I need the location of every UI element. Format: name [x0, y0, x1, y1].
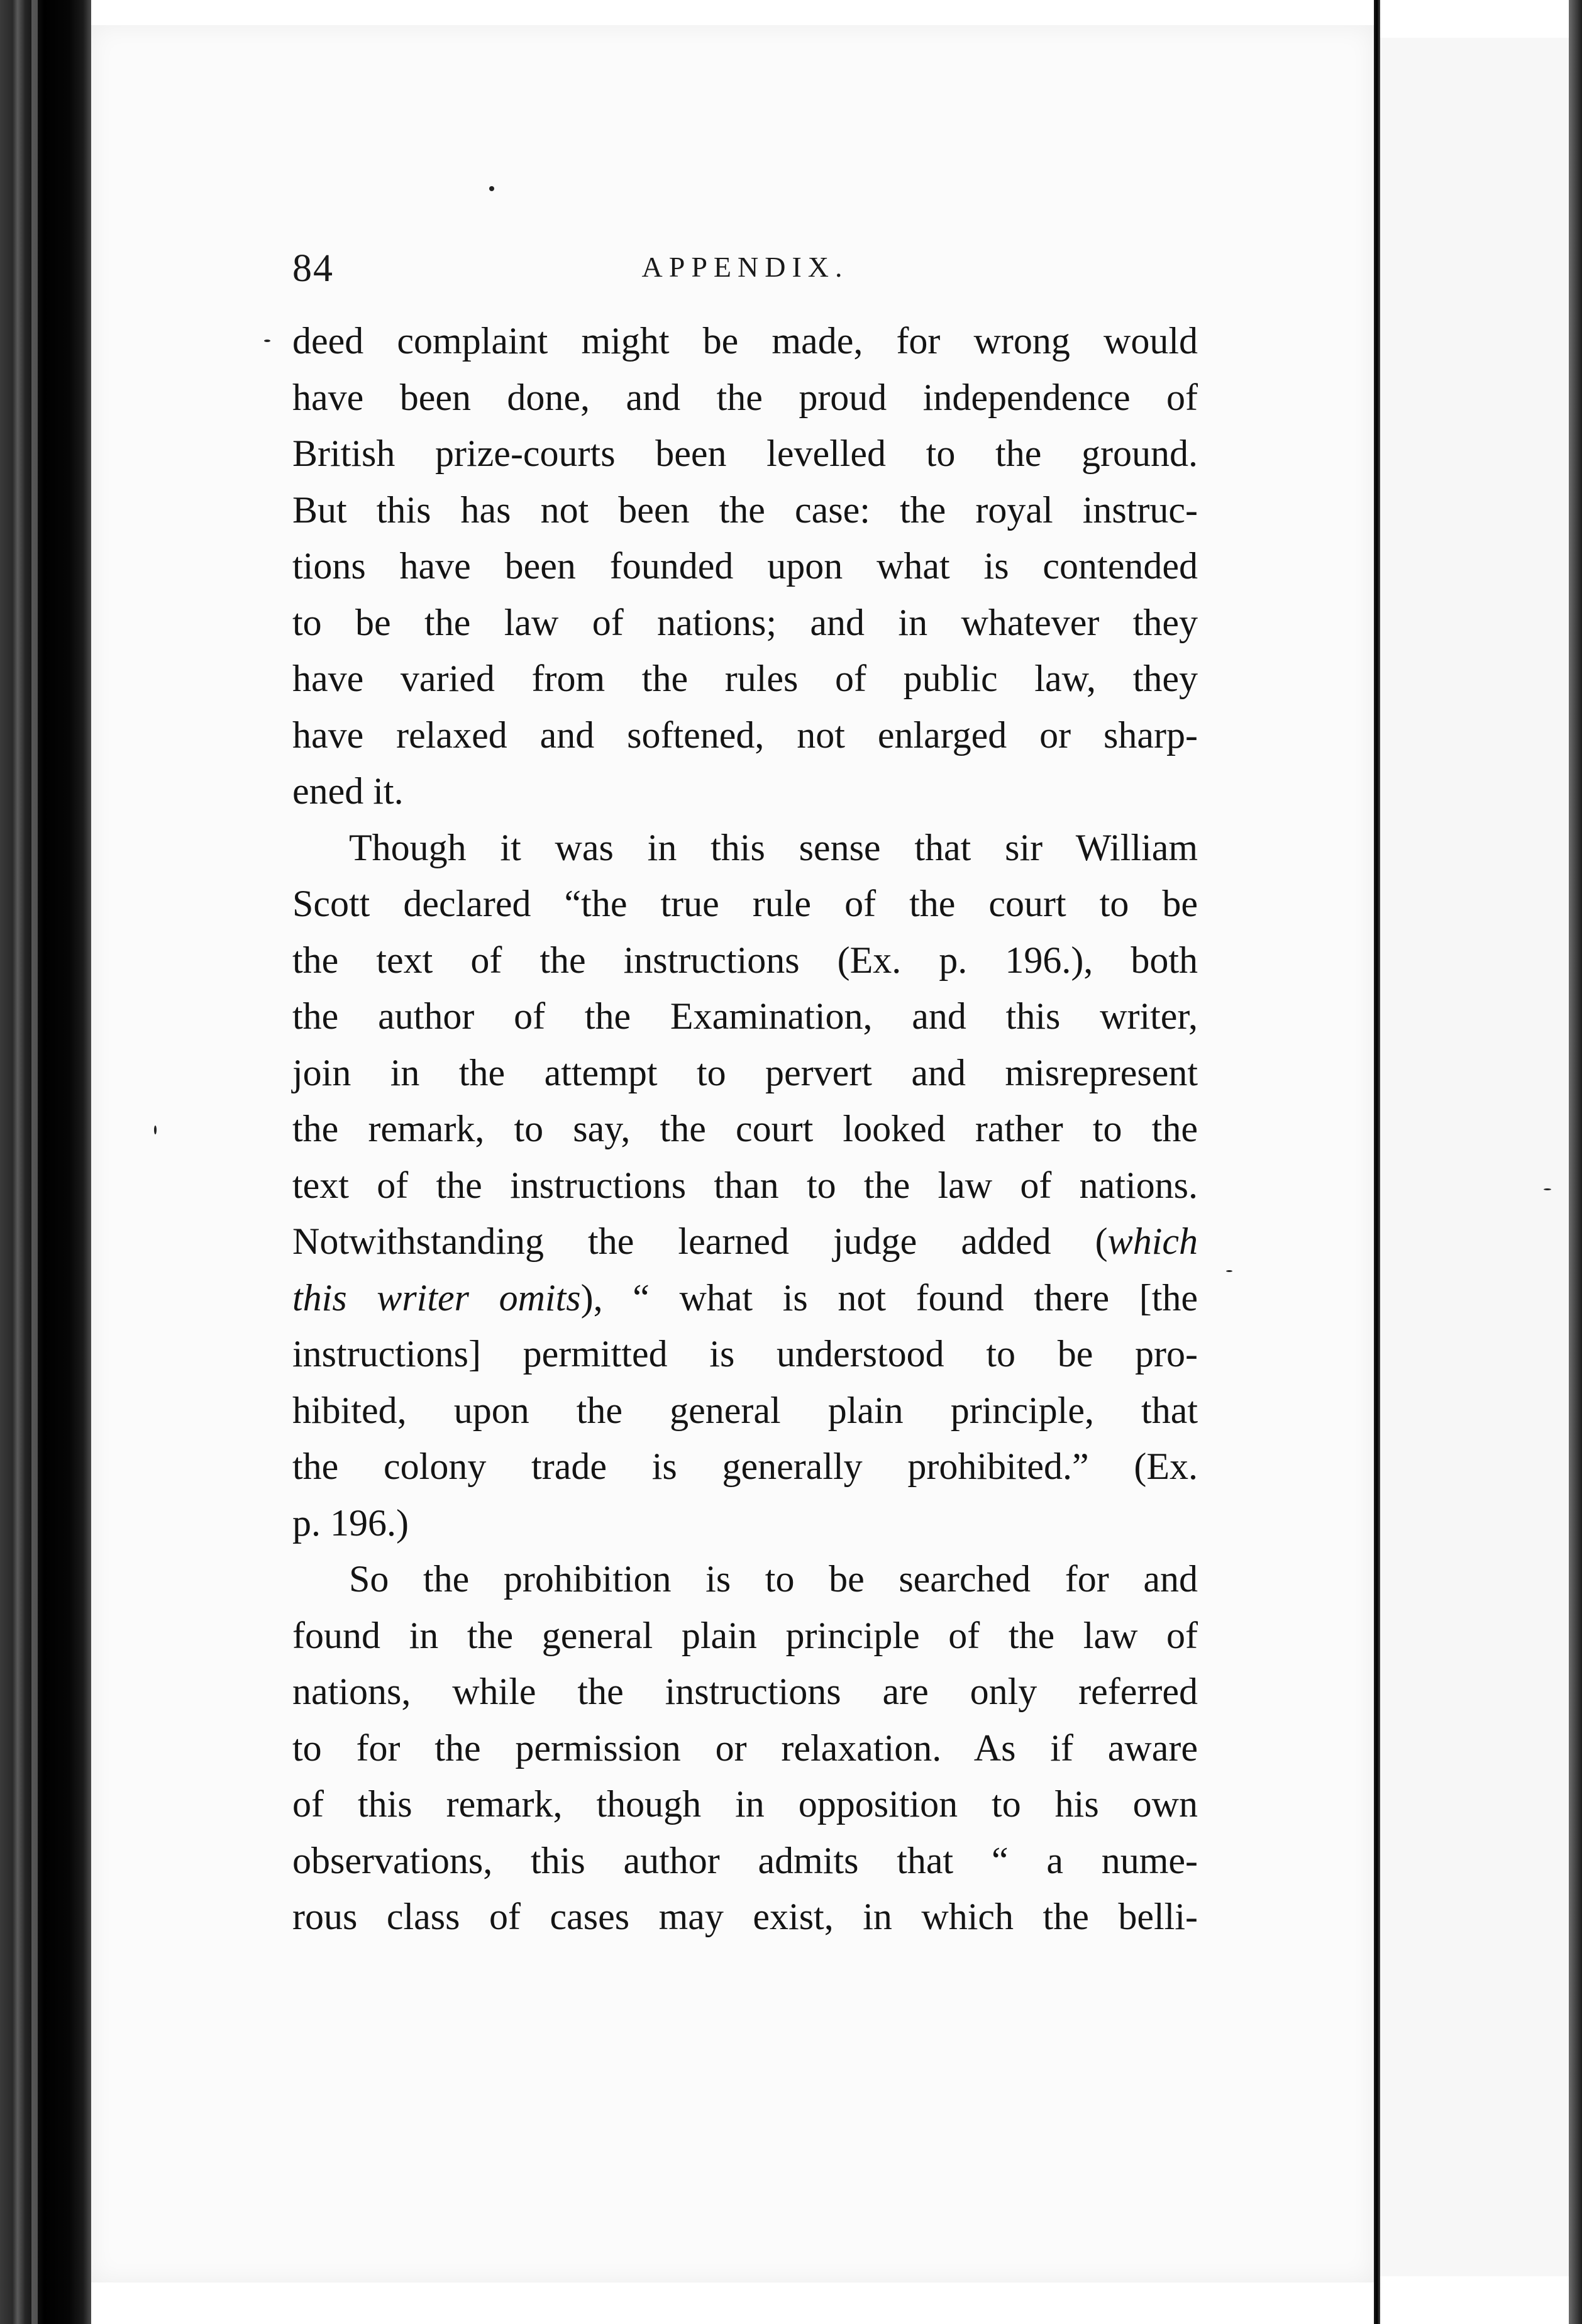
text-line: ened it. [292, 770, 404, 812]
text-line: rous class of cases may exist, in which the belli- [292, 1896, 1198, 1937]
text-line: deed complaint might be made, for wrong would [292, 320, 1198, 362]
text-line: the text of the instructions (Ex. p. 196.), both [292, 939, 1198, 981]
text-line-mixed [292, 1214, 1198, 1270]
text-line: nations, while the instructions are only referred [292, 1671, 1198, 1712]
text-line: observations, this author admits that “ a nume- [292, 1839, 1198, 1881]
book-binding-edge [0, 0, 91, 2324]
text-line: Scott declared “the true rule of the court to be [292, 883, 1198, 924]
text-line: But this has not been the case: the royal instruc- [292, 489, 1198, 531]
adjacent-page-edge [1380, 38, 1569, 2276]
text-line: instructions] permitted is understood to be pro- [292, 1333, 1198, 1375]
text-line: So the prohibition is to be searched for and [349, 1558, 1198, 1600]
body-text [292, 313, 1198, 1945]
text-line: the author of the Examination, and this writer, [292, 995, 1198, 1037]
text-line: hibited, upon the general plain principle, that [292, 1389, 1198, 1431]
binding-highlight [31, 0, 38, 2324]
text-line: the colony trade is generally prohibited.” (Ex. [292, 1446, 1198, 1487]
scan-speck [1544, 1188, 1551, 1190]
page-gutter [1374, 0, 1380, 2324]
scan-speck [1226, 1270, 1232, 1272]
text-segment: ), “ what is not found there [the [580, 1276, 1198, 1319]
text-line: text of the instructions than to the law of nations. [292, 1164, 1198, 1206]
italic-segment: which [1107, 1220, 1198, 1262]
text-line-mixed [292, 1270, 1198, 1327]
text-line: have varied from the rules of public law, they [292, 658, 1198, 699]
text-line: to for the permission or relaxation. As if aware [292, 1727, 1198, 1769]
text-line: the remark, to say, the court looked rather to the [292, 1108, 1198, 1149]
text-line: of this remark, though in opposition to his own [292, 1783, 1198, 1825]
text-line: British prize-courts been levelled to the ground. [292, 433, 1198, 474]
right-scan-edge [1569, 0, 1582, 2324]
scan-speck [264, 340, 270, 342]
text-line: Though it was in this sense that sir William [349, 826, 1198, 868]
page-number: 84 [292, 247, 334, 290]
italic-segment: this writer omits [292, 1276, 581, 1319]
text-line: have been done, and the proud independence of [292, 376, 1198, 418]
text-line: tions have been founded upon what is contended [292, 545, 1198, 587]
text-line: found in the general plain principle of the law of [292, 1614, 1198, 1656]
text-line: to be the law of nations; and in whatever they [292, 601, 1198, 643]
text-segment: Notwithstanding the learned judge added ( [292, 1220, 1108, 1262]
text-line: have relaxed and softened, not enlarged or sharp- [292, 714, 1198, 756]
scan-speck [489, 186, 494, 191]
scan-speck [154, 1126, 157, 1134]
page-header [292, 246, 1198, 297]
text-line: p. 196.) [292, 1502, 409, 1544]
running-head: APPENDIX. [641, 251, 849, 283]
text-line: join in the attempt to pervert and misrepresent [292, 1051, 1198, 1093]
